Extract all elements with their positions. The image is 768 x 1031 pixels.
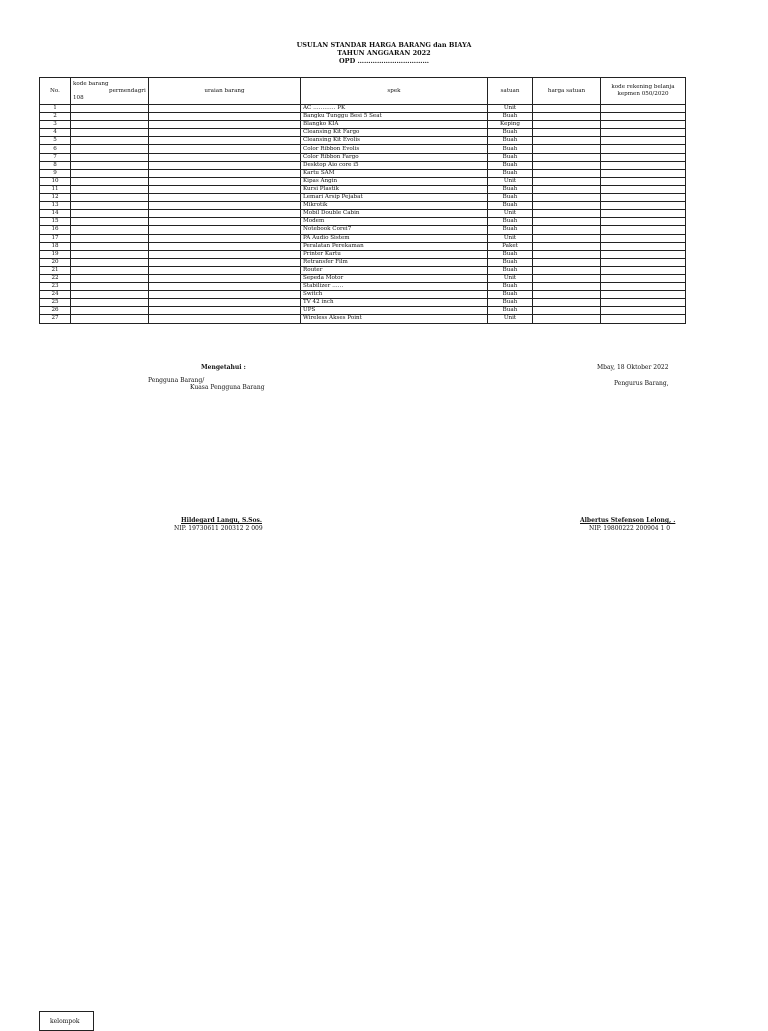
cell-harga (533, 105, 601, 113)
cell-uraian (149, 315, 301, 323)
cell-kode (71, 145, 149, 153)
cell-rekening (601, 113, 686, 121)
cell-satuan: Buah (488, 145, 533, 153)
cell-satuan: Buah (488, 283, 533, 291)
cell-rekening (601, 210, 686, 218)
cell-spek: Mikrotik (301, 202, 488, 210)
cell-rekening (601, 242, 686, 250)
cell-no: 21 (40, 266, 71, 274)
cell-rekening (601, 177, 686, 185)
table-row (40, 137, 686, 145)
cell-spek: PA Audio Sistem (301, 234, 488, 242)
cell-satuan: Buah (488, 202, 533, 210)
table-row (40, 266, 686, 274)
cell-kode (71, 105, 149, 113)
header-kode-line3: 108 (73, 94, 84, 101)
cell-kode (71, 299, 149, 307)
cell-no: 23 (40, 283, 71, 291)
cell-spek: Cleansing Kit Evolis (301, 137, 488, 145)
cell-harga (533, 177, 601, 185)
cell-uraian (149, 307, 301, 315)
cell-satuan: Buah (488, 153, 533, 161)
cell-harga (533, 169, 601, 177)
right-role: Pengurus Barang, (614, 380, 669, 387)
cell-rekening (601, 161, 686, 169)
cell-spek: Blangko KIA (301, 121, 488, 129)
cell-satuan: Buah (488, 185, 533, 193)
cell-satuan: Buah (488, 307, 533, 315)
cell-no: 27 (40, 315, 71, 323)
cell-spek: Color Ribbon Evolis (301, 145, 488, 153)
cell-harga (533, 153, 601, 161)
cell-rekening (601, 202, 686, 210)
cell-satuan: Unit (488, 105, 533, 113)
cell-spek: Router (301, 266, 488, 274)
table-row (40, 307, 686, 315)
mengetahui-label: Mengetahui : (201, 364, 246, 371)
cell-no: 4 (40, 129, 71, 137)
cell-harga (533, 250, 601, 258)
cell-harga (533, 258, 601, 266)
cell-rekening (601, 121, 686, 129)
cell-rekening (601, 307, 686, 315)
table-row (40, 291, 686, 299)
cell-kode (71, 242, 149, 250)
cell-harga (533, 283, 601, 291)
cell-harga (533, 226, 601, 234)
cell-spek: Lemari Arsip Pejabat (301, 194, 488, 202)
cell-kode (71, 250, 149, 258)
cell-rekening (601, 266, 686, 274)
cell-kode (71, 307, 149, 315)
cell-kode (71, 218, 149, 226)
cell-rekening (601, 218, 686, 226)
cell-no: 18 (40, 242, 71, 250)
cell-rekening (601, 283, 686, 291)
cell-kode (71, 161, 149, 169)
cell-rekening (601, 250, 686, 258)
table-header-row (40, 78, 686, 105)
cell-uraian (149, 299, 301, 307)
cell-harga (533, 242, 601, 250)
cell-satuan: Buah (488, 218, 533, 226)
cell-uraian (149, 291, 301, 299)
cell-harga (533, 185, 601, 193)
table-row (40, 185, 686, 193)
cell-harga (533, 291, 601, 299)
table-row (40, 210, 686, 218)
cell-harga (533, 210, 601, 218)
cell-uraian (149, 137, 301, 145)
cell-kode (71, 185, 149, 193)
table-row (40, 194, 686, 202)
document-title: USULAN STANDAR HARGA BARANG dan BIAYA (296, 41, 472, 49)
cell-spek: Kursi Plastik (301, 185, 488, 193)
cell-rekening (601, 145, 686, 153)
cell-no: 2 (40, 113, 71, 121)
cell-kode (71, 315, 149, 323)
table-row (40, 226, 686, 234)
cell-kode (71, 194, 149, 202)
cell-rekening (601, 194, 686, 202)
cell-satuan: Buah (488, 137, 533, 145)
table-row (40, 299, 686, 307)
cell-spek: Printer Kartu (301, 250, 488, 258)
cell-uraian (149, 121, 301, 129)
table-row (40, 283, 686, 291)
cell-rekening (601, 315, 686, 323)
left-signer-name: Hildegard Langu, S.Sos. (181, 517, 262, 524)
cell-spek: Desktop Aio core i5 (301, 161, 488, 169)
cell-harga (533, 202, 601, 210)
cell-spek: Stabilizer …… (301, 283, 488, 291)
cell-no: 1 (40, 105, 71, 113)
cell-harga (533, 113, 601, 121)
cell-satuan: Buah (488, 299, 533, 307)
cell-satuan: Buah (488, 161, 533, 169)
document-year: TAHUN ANGGARAN 2022 (337, 49, 431, 57)
header-harga: harga satuan (533, 78, 601, 105)
table-row (40, 258, 686, 266)
cell-kode (71, 283, 149, 291)
cell-satuan: Buah (488, 250, 533, 258)
cell-uraian (149, 283, 301, 291)
table-row (40, 161, 686, 169)
table-row (40, 113, 686, 121)
table-row (40, 202, 686, 210)
cell-satuan: Buah (488, 266, 533, 274)
cell-no: 25 (40, 299, 71, 307)
cell-harga (533, 274, 601, 282)
cell-kode (71, 258, 149, 266)
cell-uraian (149, 242, 301, 250)
header-rekening: kode rekening belanja kepmen 050/2020 (601, 78, 686, 105)
cell-no: 8 (40, 161, 71, 169)
table-row (40, 105, 686, 113)
cell-harga (533, 129, 601, 137)
cell-no: 6 (40, 145, 71, 153)
cell-uraian (149, 266, 301, 274)
cell-spek: Sepeda Motor (301, 274, 488, 282)
cell-kode (71, 202, 149, 210)
cell-rekening (601, 137, 686, 145)
cell-kode (71, 274, 149, 282)
cell-spek: Bangku Tunggu Besi 5 Seat (301, 113, 488, 121)
cell-kode (71, 137, 149, 145)
table-row (40, 153, 686, 161)
cell-satuan: Unit (488, 315, 533, 323)
cell-rekening (601, 169, 686, 177)
cell-uraian (149, 258, 301, 266)
cell-spek: Wireless Akses Point (301, 315, 488, 323)
cell-satuan: Buah (488, 258, 533, 266)
cell-spek: AC ………… PK (301, 105, 488, 113)
cell-no: 11 (40, 185, 71, 193)
cell-no: 12 (40, 194, 71, 202)
cell-kode (71, 226, 149, 234)
kelompok-box (39, 1011, 94, 1031)
cell-satuan: Unit (488, 177, 533, 185)
cell-spek: Switch (301, 291, 488, 299)
cell-harga (533, 121, 601, 129)
cell-spek: Color Ribbon Fargo (301, 153, 488, 161)
cell-uraian (149, 169, 301, 177)
cell-rekening (601, 105, 686, 113)
cell-no: 7 (40, 153, 71, 161)
cell-satuan: Buah (488, 226, 533, 234)
cell-satuan: Unit (488, 210, 533, 218)
cell-no: 13 (40, 202, 71, 210)
place-date: Mbay, 18 Oktober 2022 (597, 364, 669, 371)
cell-uraian (149, 113, 301, 121)
cell-satuan: Buah (488, 129, 533, 137)
cell-no: 17 (40, 234, 71, 242)
header-no: No. (40, 78, 71, 105)
cell-no: 16 (40, 226, 71, 234)
cell-satuan: Buah (488, 113, 533, 121)
cell-spek: Notebook Corei7 (301, 226, 488, 234)
cell-satuan: Keping (488, 121, 533, 129)
cell-spek: Kartu SAM (301, 169, 488, 177)
table-row (40, 250, 686, 258)
usulan-table (39, 77, 686, 324)
cell-harga (533, 161, 601, 169)
table-row (40, 177, 686, 185)
cell-kode (71, 210, 149, 218)
cell-uraian (149, 161, 301, 169)
cell-harga (533, 315, 601, 323)
cell-kode (71, 234, 149, 242)
cell-harga (533, 137, 601, 145)
cell-no: 5 (40, 137, 71, 145)
table-body (40, 105, 686, 324)
table-row (40, 129, 686, 137)
cell-rekening (601, 234, 686, 242)
cell-uraian (149, 194, 301, 202)
table-row (40, 274, 686, 282)
cell-spek: Peralatan Perekaman (301, 242, 488, 250)
table-row (40, 315, 686, 323)
cell-harga (533, 299, 601, 307)
header-kode-line1: kode barang (73, 80, 109, 87)
cell-kode (71, 169, 149, 177)
cell-spek: Mobil Double Cabin (301, 210, 488, 218)
cell-no: 26 (40, 307, 71, 315)
cell-satuan: Paket (488, 242, 533, 250)
cell-uraian (149, 177, 301, 185)
cell-harga (533, 218, 601, 226)
cell-harga (533, 194, 601, 202)
header-kode-line2: permendagri (109, 87, 146, 94)
cell-no: 24 (40, 291, 71, 299)
cell-harga (533, 145, 601, 153)
cell-rekening (601, 291, 686, 299)
document-opd: OPD …………………………… (339, 57, 429, 65)
cell-no: 22 (40, 274, 71, 282)
table-row (40, 234, 686, 242)
header-kode-barang (71, 78, 149, 105)
cell-harga (533, 234, 601, 242)
left-signer-nip: NIP. 19730611 200312 2 009 (174, 525, 263, 532)
table-row (40, 242, 686, 250)
cell-satuan: Buah (488, 169, 533, 177)
cell-kode (71, 129, 149, 137)
right-signer-nip: NIP. 19800222 200904 1 0 (589, 525, 671, 532)
cell-no: 14 (40, 210, 71, 218)
cell-satuan: Unit (488, 234, 533, 242)
cell-no: 3 (40, 121, 71, 129)
kelompok-label: kelompok (50, 1018, 80, 1025)
cell-rekening (601, 129, 686, 137)
left-role-2: Kuasa Pengguna Barang (190, 384, 265, 391)
cell-rekening (601, 258, 686, 266)
cell-satuan: Buah (488, 291, 533, 299)
header-spek: spek (301, 78, 488, 105)
table-row (40, 145, 686, 153)
cell-kode (71, 153, 149, 161)
cell-uraian (149, 185, 301, 193)
cell-no: 19 (40, 250, 71, 258)
cell-no: 20 (40, 258, 71, 266)
cell-uraian (149, 274, 301, 282)
header-uraian: uraian barang (149, 78, 301, 105)
cell-no: 9 (40, 169, 71, 177)
cell-rekening (601, 153, 686, 161)
cell-uraian (149, 153, 301, 161)
cell-spek: Modem (301, 218, 488, 226)
cell-no: 10 (40, 177, 71, 185)
cell-spek: TV 42 inch (301, 299, 488, 307)
cell-no: 15 (40, 218, 71, 226)
cell-kode (71, 291, 149, 299)
table-row (40, 169, 686, 177)
cell-kode (71, 177, 149, 185)
cell-rekening (601, 299, 686, 307)
cell-spek: UPS (301, 307, 488, 315)
cell-uraian (149, 202, 301, 210)
cell-uraian (149, 250, 301, 258)
cell-satuan: Buah (488, 194, 533, 202)
cell-uraian (149, 105, 301, 113)
left-role-1: Pengguna Barang/ (148, 377, 205, 384)
cell-rekening (601, 226, 686, 234)
cell-kode (71, 113, 149, 121)
cell-harga (533, 307, 601, 315)
cell-uraian (149, 218, 301, 226)
cell-uraian (149, 226, 301, 234)
cell-kode (71, 266, 149, 274)
cell-uraian (149, 210, 301, 218)
cell-kode (71, 121, 149, 129)
cell-uraian (149, 129, 301, 137)
table-row (40, 218, 686, 226)
right-signer-name: Albertus Stefenson Lelong, . (580, 517, 676, 524)
cell-spek: Cleansing Kit Fargo (301, 129, 488, 137)
cell-rekening (601, 185, 686, 193)
cell-spek: Kipas Angin (301, 177, 488, 185)
cell-satuan: Unit (488, 274, 533, 282)
cell-uraian (149, 145, 301, 153)
table-row (40, 121, 686, 129)
cell-uraian (149, 234, 301, 242)
header-satuan: satuan (488, 78, 533, 105)
cell-harga (533, 266, 601, 274)
cell-rekening (601, 274, 686, 282)
cell-spek: Retransfer Film (301, 258, 488, 266)
